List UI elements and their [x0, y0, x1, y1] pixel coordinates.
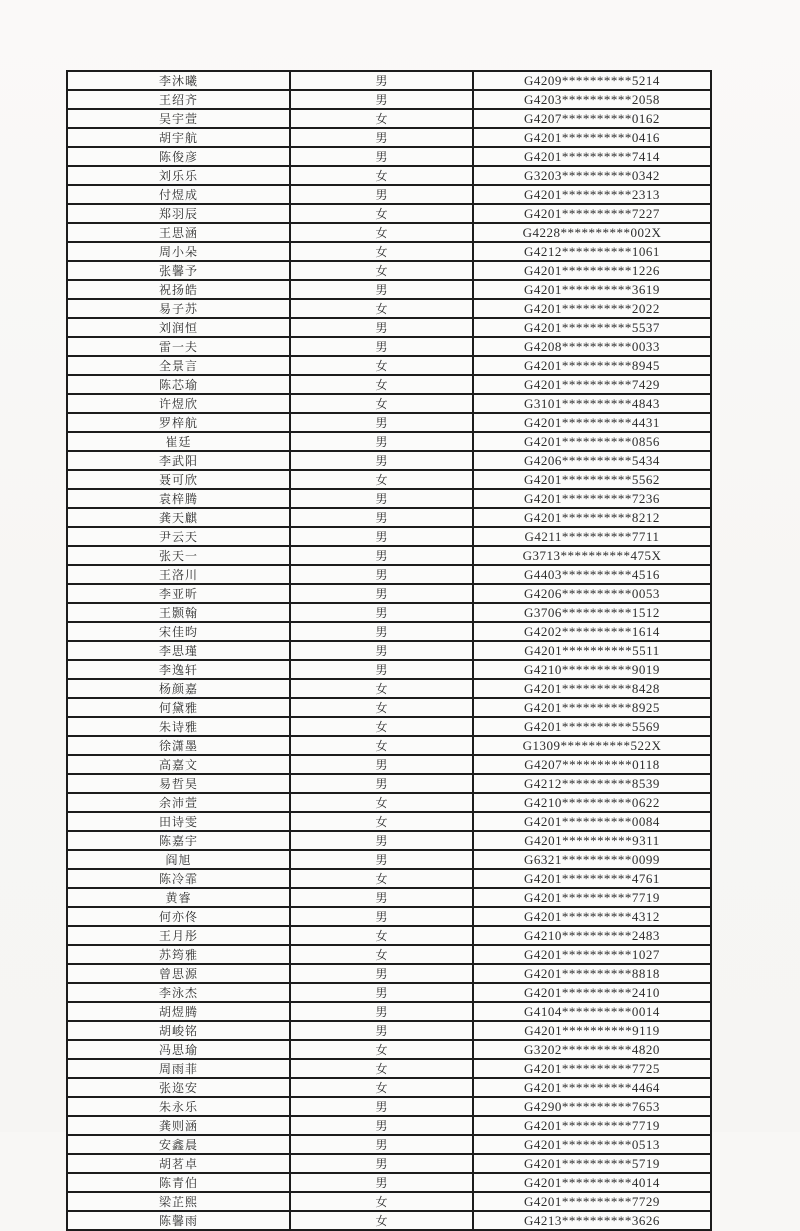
name-cell: 李泳杰: [67, 983, 290, 1002]
roster-table: [66, 70, 712, 1231]
gender-cell: 男: [290, 527, 473, 546]
name-cell: 李思瑾: [67, 641, 290, 660]
name-cell: 易子苏: [67, 299, 290, 318]
name-cell: 龚则涵: [67, 1116, 290, 1135]
name-cell: 吴宇萱: [67, 109, 290, 128]
id-cell: G4201**********0513: [473, 1135, 711, 1154]
id-cell: G4201**********9311: [473, 831, 711, 850]
table-row: [67, 793, 711, 812]
gender-cell: 女: [290, 717, 473, 736]
id-cell: G4290**********7653: [473, 1097, 711, 1116]
id-cell: G4201**********5562: [473, 470, 711, 489]
gender-cell: 男: [290, 603, 473, 622]
table-row: [67, 717, 711, 736]
table-row: [67, 280, 711, 299]
name-cell: 李亚昕: [67, 584, 290, 603]
name-cell: 李逸轩: [67, 660, 290, 679]
name-cell: 王颢翰: [67, 603, 290, 622]
name-cell: 付煜成: [67, 185, 290, 204]
name-cell: 龚天麒: [67, 508, 290, 527]
id-cell: G3202**********4820: [473, 1040, 711, 1059]
gender-cell: 女: [290, 793, 473, 812]
table-row: [67, 698, 711, 717]
id-cell: G4201**********4431: [473, 413, 711, 432]
table-row: [67, 1192, 711, 1211]
id-cell: G4207**********0118: [473, 755, 711, 774]
table-row: [67, 432, 711, 451]
gender-cell: 男: [290, 888, 473, 907]
table-row: [67, 166, 711, 185]
name-cell: 许煜欣: [67, 394, 290, 413]
table-row: [67, 527, 711, 546]
name-cell: 胡峻铭: [67, 1021, 290, 1040]
id-cell: G4211**********7711: [473, 527, 711, 546]
gender-cell: 男: [290, 90, 473, 109]
table-row: [67, 223, 711, 242]
name-cell: 余沛萱: [67, 793, 290, 812]
name-cell: 祝扬皓: [67, 280, 290, 299]
gender-cell: 女: [290, 1040, 473, 1059]
name-cell: 李武阳: [67, 451, 290, 470]
table-row: [67, 603, 711, 622]
id-cell: G3101**********4843: [473, 394, 711, 413]
table-row: [67, 945, 711, 964]
gender-cell: 男: [290, 318, 473, 337]
name-cell: 陈青伯: [67, 1173, 290, 1192]
table-row: [67, 489, 711, 508]
name-cell: 刘润恒: [67, 318, 290, 337]
id-cell: G4201**********4761: [473, 869, 711, 888]
gender-cell: 男: [290, 1154, 473, 1173]
name-cell: 陈芯瑜: [67, 375, 290, 394]
name-cell: 朱永乐: [67, 1097, 290, 1116]
id-cell: G4201**********8925: [473, 698, 711, 717]
id-cell: G4201**********0856: [473, 432, 711, 451]
name-cell: 郑羽辰: [67, 204, 290, 223]
id-cell: G4202**********1614: [473, 622, 711, 641]
table-row: [67, 394, 711, 413]
gender-cell: 女: [290, 945, 473, 964]
name-cell: 冯思瑜: [67, 1040, 290, 1059]
id-cell: G4212**********1061: [473, 242, 711, 261]
id-cell: G4201**********2022: [473, 299, 711, 318]
id-cell: G4104**********0014: [473, 1002, 711, 1021]
name-cell: 周雨菲: [67, 1059, 290, 1078]
name-cell: 田诗雯: [67, 812, 290, 831]
gender-cell: 女: [290, 470, 473, 489]
gender-cell: 男: [290, 280, 473, 299]
name-cell: 朱诗雅: [67, 717, 290, 736]
gender-cell: 女: [290, 1211, 473, 1230]
table-row: [67, 1211, 711, 1230]
name-cell: 周小朵: [67, 242, 290, 261]
gender-cell: 男: [290, 508, 473, 527]
table-row: [67, 413, 711, 432]
table-row: [67, 584, 711, 603]
table-row: [67, 318, 711, 337]
name-cell: 袁梓腾: [67, 489, 290, 508]
name-cell: 胡煜腾: [67, 1002, 290, 1021]
gender-cell: 男: [290, 983, 473, 1002]
gender-cell: 男: [290, 565, 473, 584]
table-row: [67, 337, 711, 356]
id-cell: G4206**********0053: [473, 584, 711, 603]
gender-cell: 男: [290, 1116, 473, 1135]
name-cell: 王月彤: [67, 926, 290, 945]
id-cell: G4201**********5719: [473, 1154, 711, 1173]
table-row: [67, 622, 711, 641]
id-cell: G4201**********7719: [473, 888, 711, 907]
id-cell: G4201**********5569: [473, 717, 711, 736]
table-row: [67, 508, 711, 527]
name-cell: 崔廷: [67, 432, 290, 451]
table-row: [67, 1078, 711, 1097]
name-cell: 雷一夫: [67, 337, 290, 356]
gender-cell: 男: [290, 1097, 473, 1116]
name-cell: 梁芷熙: [67, 1192, 290, 1211]
name-cell: 陈俊彦: [67, 147, 290, 166]
gender-cell: 男: [290, 584, 473, 603]
name-cell: 全景言: [67, 356, 290, 375]
gender-cell: 女: [290, 679, 473, 698]
gender-cell: 女: [290, 394, 473, 413]
name-cell: 张天一: [67, 546, 290, 565]
gender-cell: 女: [290, 166, 473, 185]
id-cell: G4201**********8212: [473, 508, 711, 527]
table-row: [67, 1135, 711, 1154]
gender-cell: 男: [290, 1173, 473, 1192]
gender-cell: 女: [290, 356, 473, 375]
table-row: [67, 1021, 711, 1040]
id-cell: G4201**********0084: [473, 812, 711, 831]
gender-cell: 男: [290, 850, 473, 869]
table-row: [67, 299, 711, 318]
table-row: [67, 755, 711, 774]
name-cell: 高嘉文: [67, 755, 290, 774]
name-cell: 徐潇墨: [67, 736, 290, 755]
id-cell: G4201**********5511: [473, 641, 711, 660]
id-cell: G4201**********3619: [473, 280, 711, 299]
name-cell: 易哲昊: [67, 774, 290, 793]
id-cell: G4201**********2410: [473, 983, 711, 1002]
table-row: [67, 565, 711, 584]
id-cell: G4201**********1027: [473, 945, 711, 964]
table-row: [67, 907, 711, 926]
gender-cell: 女: [290, 242, 473, 261]
table-row: [67, 831, 711, 850]
name-cell: 何亦佟: [67, 907, 290, 926]
gender-cell: 男: [290, 546, 473, 565]
table-row: [67, 812, 711, 831]
id-cell: G4201**********0416: [473, 128, 711, 147]
table-row: [67, 736, 711, 755]
id-cell: G4201**********8428: [473, 679, 711, 698]
gender-cell: 男: [290, 1021, 473, 1040]
gender-cell: 男: [290, 128, 473, 147]
table-row: [67, 204, 711, 223]
gender-cell: 女: [290, 1192, 473, 1211]
table-row: [67, 147, 711, 166]
id-cell: G4201**********4464: [473, 1078, 711, 1097]
gender-cell: 男: [290, 1002, 473, 1021]
name-cell: 王绍齐: [67, 90, 290, 109]
table-row: [67, 1040, 711, 1059]
gender-cell: 男: [290, 831, 473, 850]
table-row: [67, 679, 711, 698]
gender-cell: 女: [290, 1059, 473, 1078]
name-cell: 罗梓航: [67, 413, 290, 432]
table-row: [67, 375, 711, 394]
name-cell: 曾思源: [67, 964, 290, 983]
id-cell: G4201**********4312: [473, 907, 711, 926]
table-row: [67, 888, 711, 907]
table-row: [67, 1116, 711, 1135]
id-cell: G4201**********7725: [473, 1059, 711, 1078]
table-row: [67, 1097, 711, 1116]
gender-cell: 女: [290, 109, 473, 128]
name-cell: 杨颜嘉: [67, 679, 290, 698]
table-row: [67, 1154, 711, 1173]
gender-cell: 男: [290, 489, 473, 508]
table-row: [67, 1173, 711, 1192]
id-cell: G4403**********4516: [473, 565, 711, 584]
name-cell: 宋佳昀: [67, 622, 290, 641]
name-cell: 何黛雅: [67, 698, 290, 717]
gender-cell: 女: [290, 204, 473, 223]
name-cell: 安鑫晨: [67, 1135, 290, 1154]
id-cell: G4201**********4014: [473, 1173, 711, 1192]
id-cell: G1309**********522X: [473, 736, 711, 755]
id-cell: G4201**********9119: [473, 1021, 711, 1040]
table-row: [67, 109, 711, 128]
gender-cell: 男: [290, 755, 473, 774]
gender-cell: 男: [290, 71, 473, 90]
gender-cell: 男: [290, 451, 473, 470]
gender-cell: 男: [290, 622, 473, 641]
gender-cell: 女: [290, 299, 473, 318]
table-row: [67, 90, 711, 109]
gender-cell: 男: [290, 641, 473, 660]
id-cell: G4201**********7236: [473, 489, 711, 508]
gender-cell: 女: [290, 812, 473, 831]
table-row: [67, 926, 711, 945]
table-row: [67, 470, 711, 489]
name-cell: 李沐曦: [67, 71, 290, 90]
table-row: [67, 128, 711, 147]
table-row: [67, 261, 711, 280]
table-row: [67, 660, 711, 679]
id-cell: G4201**********1226: [473, 261, 711, 280]
name-cell: 尹云天: [67, 527, 290, 546]
table-row: [67, 1002, 711, 1021]
table-row: [67, 869, 711, 888]
table-row: [67, 546, 711, 565]
table-row: [67, 242, 711, 261]
name-cell: 陈馨雨: [67, 1211, 290, 1230]
name-cell: 胡茗卓: [67, 1154, 290, 1173]
gender-cell: 女: [290, 869, 473, 888]
id-cell: G4201**********7414: [473, 147, 711, 166]
name-cell: 张迩安: [67, 1078, 290, 1097]
table-row: [67, 641, 711, 660]
id-cell: G4206**********5434: [473, 451, 711, 470]
gender-cell: 女: [290, 926, 473, 945]
id-cell: G4201**********8945: [473, 356, 711, 375]
table-row: [67, 850, 711, 869]
gender-cell: 女: [290, 1078, 473, 1097]
id-cell: G6321**********0099: [473, 850, 711, 869]
name-cell: 刘乐乐: [67, 166, 290, 185]
gender-cell: 男: [290, 147, 473, 166]
table-row: [67, 451, 711, 470]
id-cell: G4210**********0622: [473, 793, 711, 812]
id-cell: G4201**********7729: [473, 1192, 711, 1211]
gender-cell: 男: [290, 185, 473, 204]
name-cell: 陈冷霏: [67, 869, 290, 888]
gender-cell: 女: [290, 375, 473, 394]
gender-cell: 男: [290, 964, 473, 983]
id-cell: G4212**********8539: [473, 774, 711, 793]
id-cell: G4208**********0033: [473, 337, 711, 356]
gender-cell: 男: [290, 907, 473, 926]
roster-table-body: [67, 71, 711, 1230]
id-cell: G3706**********1512: [473, 603, 711, 622]
id-cell: G4210**********2483: [473, 926, 711, 945]
name-cell: 聂可欣: [67, 470, 290, 489]
gender-cell: 男: [290, 1135, 473, 1154]
table-row: [67, 983, 711, 1002]
id-cell: G4210**********9019: [473, 660, 711, 679]
id-cell: G4209**********5214: [473, 71, 711, 90]
id-cell: G4201**********7719: [473, 1116, 711, 1135]
gender-cell: 女: [290, 261, 473, 280]
gender-cell: 男: [290, 660, 473, 679]
id-cell: G4213**********3626: [473, 1211, 711, 1230]
gender-cell: 男: [290, 413, 473, 432]
gender-cell: 男: [290, 337, 473, 356]
gender-cell: 女: [290, 223, 473, 242]
name-cell: 苏筠雅: [67, 945, 290, 964]
table-row: [67, 185, 711, 204]
id-cell: G3203**********0342: [473, 166, 711, 185]
id-cell: G4207**********0162: [473, 109, 711, 128]
name-cell: 阎旭: [67, 850, 290, 869]
id-cell: G4201**********8818: [473, 964, 711, 983]
gender-cell: 男: [290, 432, 473, 451]
table-row: [67, 964, 711, 983]
gender-cell: 女: [290, 698, 473, 717]
id-cell: G3713**********475X: [473, 546, 711, 565]
name-cell: 陈嘉宇: [67, 831, 290, 850]
name-cell: 张馨予: [67, 261, 290, 280]
gender-cell: 女: [290, 736, 473, 755]
id-cell: G4228**********002X: [473, 223, 711, 242]
table-row: [67, 774, 711, 793]
id-cell: G4201**********5537: [473, 318, 711, 337]
name-cell: 胡宇航: [67, 128, 290, 147]
name-cell: 王思涵: [67, 223, 290, 242]
table-row: [67, 1059, 711, 1078]
table-row: [67, 356, 711, 375]
name-cell: 黄睿: [67, 888, 290, 907]
gender-cell: 男: [290, 774, 473, 793]
name-cell: 王洛川: [67, 565, 290, 584]
table-row: [67, 71, 711, 90]
id-cell: G4201**********7227: [473, 204, 711, 223]
id-cell: G4201**********2313: [473, 185, 711, 204]
id-cell: G4201**********7429: [473, 375, 711, 394]
id-cell: G4203**********2058: [473, 90, 711, 109]
